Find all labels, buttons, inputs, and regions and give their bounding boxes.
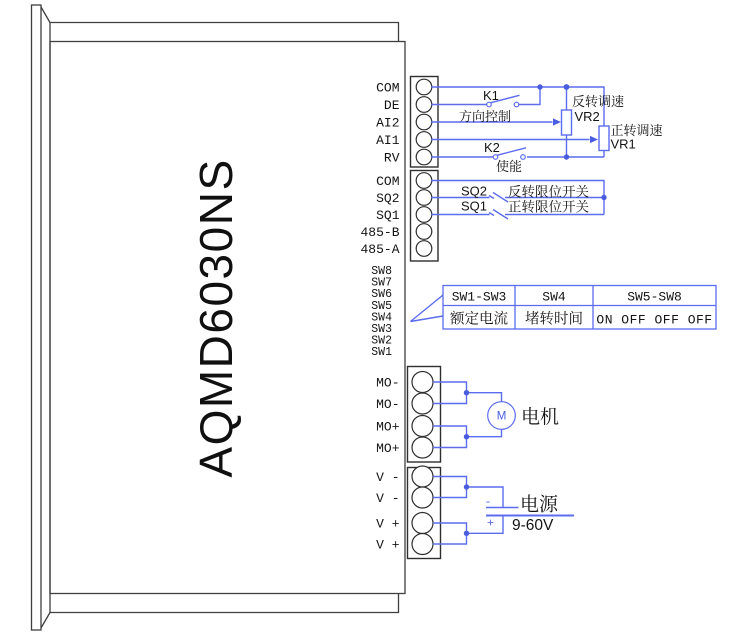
terminal-rv [416,149,432,165]
terminal-mo-plus-2 [412,437,433,458]
terminal-ai1 [416,132,432,148]
terminal-mo-minus-2 [412,393,433,414]
label-485b: 485-B [360,225,400,240]
k2-label: K2 [484,140,500,155]
label-sq1: SQ1 [376,208,400,223]
table-header-3: SW5-SW8 [627,289,682,305]
motor-label: 电机 [521,407,560,428]
label-sw1: SW1 [371,346,392,359]
terminal-mo-plus-1 [412,416,433,437]
top-cap-edge [50,23,399,42]
table-cell-stall-time: 堵转时间 [525,311,583,328]
label-com2: COM [376,174,400,189]
terminal-com2 [416,173,432,189]
model-label: AQMD6030NS [190,158,242,478]
battery-minus-sign: - [484,495,492,509]
label-rv: RV [383,150,400,166]
label-v-minus-2: V - [376,491,400,506]
power-label: 电源 [520,494,559,516]
label-ai2: AI2 [376,115,400,131]
label-v-plus-2: V + [376,537,400,553]
ai1-arrowhead [590,136,598,143]
vr1-label: VR1 [610,136,636,152]
battery-bottom-wire [467,516,504,534]
speed-control-circuit [431,84,663,174]
junction-dot [464,531,469,536]
junction-dot [537,84,542,89]
terminal-de [416,97,432,113]
sq1-label: SQ1 [461,198,488,214]
terminal-sq1 [416,207,432,223]
label-mo-minus-1: MO- [376,375,400,391]
label-sq2: SQ2 [376,191,400,206]
callout-lines [411,295,444,322]
junction-dot [464,390,469,395]
motor-top-wire [467,393,502,402]
table-cell-rated-current: 额定电流 [450,311,508,328]
bottom-cap-edge [50,594,399,613]
junction-dot [564,84,570,90]
terminal-com1 [416,79,432,95]
k1-label: K1 [483,88,499,103]
terminal-485b [416,224,432,240]
sq2-label: SQ2 [461,183,488,199]
terminal-ai2 [416,114,432,130]
label-ai1: AI1 [376,133,400,148]
flange-bottom-bevel [41,613,50,629]
terminal-485a [416,241,432,257]
label-mo-plus-1: MO+ [376,419,400,435]
limit-switch-circuit [431,181,607,220]
table-header-1: SW1-SW3 [451,289,507,305]
motor-bottom-wire [467,429,502,436]
table-cell-sw-states: ON OFF OFF OFF [596,312,713,328]
motor-circuit [433,382,559,448]
label-sw6: SW6 [371,288,392,301]
driver-body [32,5,406,630]
terminal-v-minus-2 [412,487,433,508]
sq1-desc: 正转限位开关 [508,199,589,215]
label-sw5: SW5 [371,300,392,313]
label-485a: 485-A [360,242,400,257]
mounting-flange [32,5,42,630]
label-v-plus-1: V + [376,516,400,532]
label-v-minus-1: V - [376,470,400,485]
k2-desc: 使能 [496,159,523,174]
sq2-desc: 反转限位开关 [508,184,589,200]
vr1-potentiometer [599,126,609,151]
de-wire-right [519,87,540,105]
junction-dot [564,154,569,159]
terminal-v-plus-1 [412,513,433,534]
terminal-v-minus-1 [412,466,433,487]
label-sw3: SW3 [371,323,392,336]
vr1-desc: 正转调速 [610,123,663,138]
terminal-mo-minus-1 [412,372,433,393]
dip-switch-table [411,286,717,330]
flange-top-bevel [41,7,50,23]
ai2-arrowhead [553,118,561,125]
label-sw4: SW4 [371,311,392,325]
battery-plus-sign: + [486,516,495,531]
power-circuit [433,477,574,545]
k1-contact-right [514,102,519,107]
junction-dot [464,434,469,439]
label-com1: COM [376,80,400,96]
terminal-block-control2 [411,171,439,262]
sq1-switch-hook [489,213,494,216]
terminal-sq2 [416,190,432,206]
junction-dot [601,195,606,200]
junction-dot [464,484,469,489]
motor-symbol-letter: M [496,410,507,423]
vr2-label: VR2 [574,109,600,124]
sq2-switch-hook [489,196,494,199]
power-voltage-range: 9-60V [512,517,554,534]
label-sw8: SW8 [371,265,392,278]
table-header-2: SW4 [542,289,566,305]
label-sw7: SW7 [371,276,392,290]
k2-switch-blade [497,148,526,156]
vr2-potentiometer [562,110,572,135]
label-sw2: SW2 [371,334,392,348]
label-de: DE [383,98,400,113]
label-mo-minus-2: MO- [376,397,400,412]
label-mo-plus-2: MO+ [376,441,400,456]
terminal-v-plus-2 [412,534,433,555]
k1-desc: 方向控制 [459,109,512,124]
vr2-desc: 反转调速 [572,94,625,109]
